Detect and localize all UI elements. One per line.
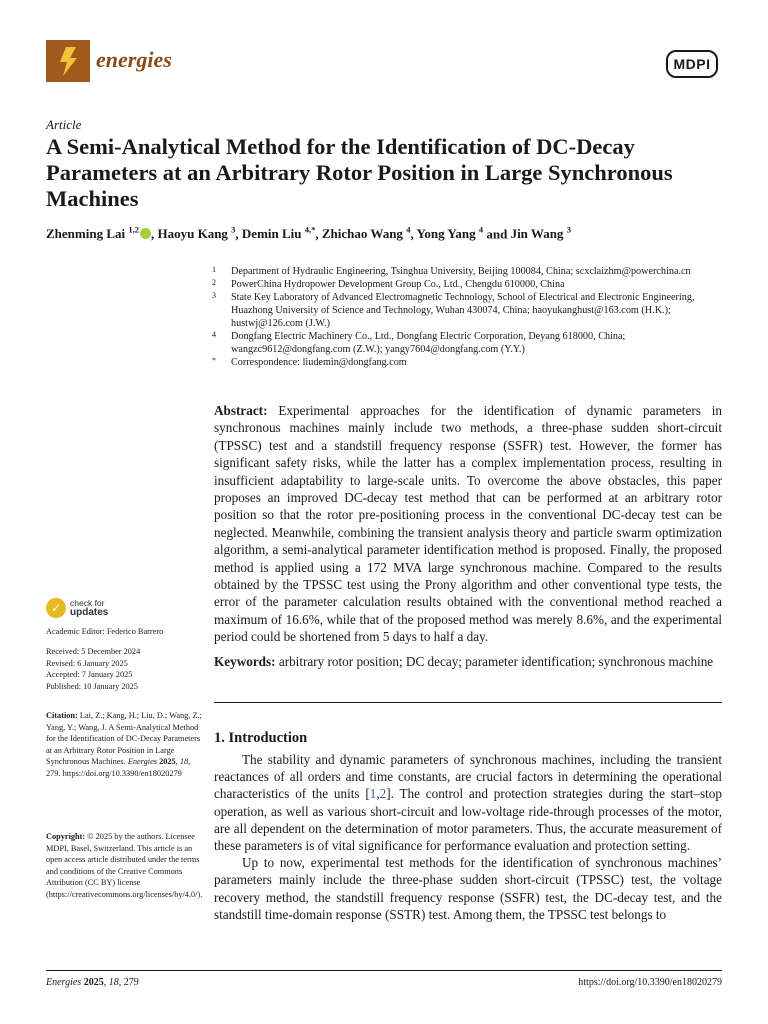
check-for-updates-button[interactable]: ✓ check for updates — [46, 598, 108, 618]
lightning-icon — [46, 40, 90, 82]
affiliation: 4 Dongfang Electric Machinery Co., Ltd., Dongfang Electric Corporation, Deyang 618000, China; wangzc9612@dongfang.com (Z.W.); yangy7604@dongfang.com (Y.Y.) — [212, 330, 626, 355]
abstract — [214, 402, 722, 646]
paragraph: The stability and dynamic parameters of synchronous machines, including the transient reactances of all orders and time constants, are crucial factors in determining the operational characteristics of the units [1,2]. The control and protection strategies during the start–stop operation, as well as various short-circuit and low-voltage ride-through processes of the motor, are all dependent on the determination of motor parameters. Thus, the accurate measurement of these parameters is of vital significance for performance evaluation and protection setting. — [214, 752, 722, 854]
affiliation: 1 Department of Hydraulic Engineering, Tsinghua University, Beijing 100084, China; scxclaizhm@powerchina.cn — [212, 265, 691, 277]
abstract-text: Experimental approaches for the identification of dynamic parameters in synchronous machines mainly include two methods, a three-phase sudden short-circuit (TPSSC) test and a standstill frequency response (SSFR) test. However, the former has significant safety risks, while the latter has a complex implementation process, resulting in insufficient adaptability to large-scale units. To overcome the above obstacles, this paper proposes an improved DC-decay test method that can be performed at an arbitrary rotor position so that the rotor pre-positioning process in the conventional DC-decay test can be neglected. Meanwhile, combining the transient analysis theory and particle swarm optimization algorithm, a semi-analytical parameter identification method is proposed. Finally, the proposed method is applied using a 172 MVA large synchronous machine. Compared to the results obtained by the TPSSC test using the Prony algorithm and other conventional type tests, the error of the parameter calculation results obtained with the conventional method reached a maximum of 16.6%, while that of the proposed method was merely 8.6%, and the experimental period could be shortened from 5 days to half a day. — [214, 403, 722, 645]
correspondence: * Correspondence: liudemin@dongfang.com — [212, 356, 407, 368]
keywords-text: arbitrary rotor position; DC decay; parameter identification; synchronous machine — [278, 654, 714, 669]
author[interactable]: Zhichao Wang $^4$ — [321, 225, 411, 242]
orcid-icon[interactable] — [140, 228, 151, 239]
affiliations — [210, 265, 730, 369]
copyright: Copyright: © 2025 by the authors. Licensee MDPI, Basel, Switzerland. This article is an open access article distributed under the terms and conditions of the Creative Commons Attribution (CC BY) license (https://creativecommons.org/licenses/by/4.0/). — [46, 832, 203, 899]
reference-link[interactable]: 1 — [369, 786, 377, 802]
dates: Received: 5 December 2024 Revised: 6 January 2025 Accepted: 7 January 2025 Published: 10 January 2025 — [46, 647, 141, 691]
keywords — [214, 653, 722, 670]
paper-title: A Semi-Analytical Method for the Identification of DC-Decay Parameters at an Arbitrary Rotor Position in Large Synchronous Machines — [46, 134, 673, 211]
section-body — [214, 751, 722, 923]
affiliation: 2 PowerChina Hydropower Development Group Co., Ltd., Chengdu 610000, China — [212, 278, 565, 290]
author[interactable]: Zhenming Lai $^{1,2}$ — [46, 226, 151, 241]
check-icon: ✓ — [46, 598, 66, 618]
author[interactable]: Jin Wang $^3$ — [510, 225, 571, 242]
journal-logo — [46, 40, 90, 82]
keywords-label: Keywords: — [214, 654, 276, 669]
footer-divider — [46, 970, 722, 971]
reference-link[interactable]: 2 — [379, 786, 387, 802]
publisher-logo: MDPI — [666, 50, 718, 78]
author[interactable]: Haoyu Kang $^3$ — [157, 225, 236, 242]
paragraph: Up to now, experimental test methods for the identification of synchronous machines’ parameters mainly include the three-phase sudden short-circuit (TPSSC) test, the voltage recovery method, the standstill frequency response (SSFR) test, the DC-decay test, and the standstill time-domain response (SSTR) test. Among them, the TPSSC test belongs to — [214, 855, 722, 922]
divider — [214, 702, 722, 703]
citation: Citation: Lai, Z.; Kang, H.; Liu, D.; Wang, Z.; Yang, Y.; Wang, J. A Semi-Analytical Method for the Identification of DC-Decay Parameters at an Arbitrary Rotor Position in Large Synchronous Machines. Energies 2025, 18, 279. https://doi.org/10.3390/en18020279 — [46, 711, 202, 778]
article-type: Article — [46, 117, 82, 132]
journal-name: energies — [96, 47, 172, 72]
footer-doi[interactable]: https://doi.org/10.3390/en18020279 — [578, 977, 722, 988]
author[interactable]: Yong Yang $^4$ — [416, 225, 484, 242]
affiliation: 3 State Key Laboratory of Advanced Electromagnetic Technology, School of Electrical and Electronic Engineering, Huazhong University of Science and Technology, Wuhan 430074, China; haoyukanghust@163.com (H.K.); hustwj@126.com (J.W.) — [212, 291, 695, 329]
author[interactable]: Demin Liu $^{4,*}$ — [241, 225, 316, 242]
section-heading: 1. Introduction — [214, 730, 308, 746]
abstract-label: Abstract: — [214, 403, 268, 418]
author-list: Zhenming Lai $^{1,2}$ , Haoyu Kang $^3$, Demin Liu $^{4,*}$, Zhichao Wang $^4$, Yong Yang $^4$ and Jin Wang $^3$ — [46, 225, 571, 242]
academic-editor: Academic Editor: Federico Barrero — [46, 627, 164, 636]
footer-citation: Energies 2025, 18, 279 — [46, 977, 139, 988]
